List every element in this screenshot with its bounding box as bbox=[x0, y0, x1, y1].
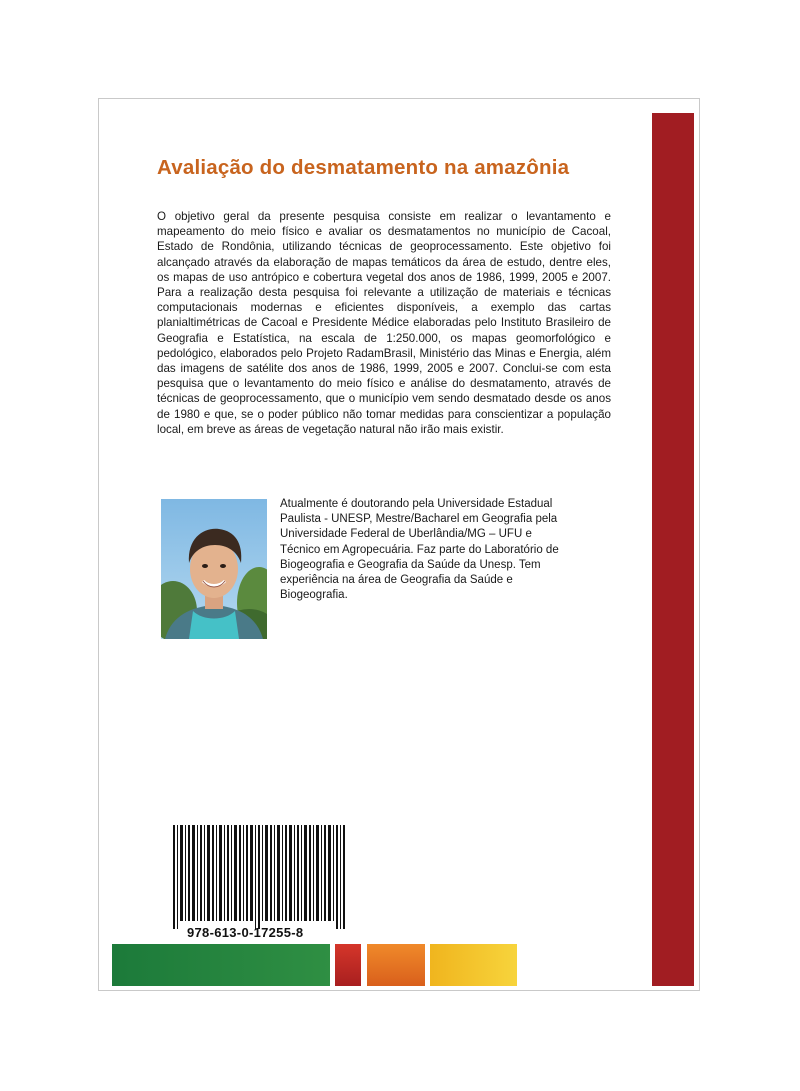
barcode bbox=[171, 825, 347, 935]
book-title: Avaliação do desmatamento na amazônia bbox=[157, 156, 570, 179]
author-bio: Atualmente é doutorando pela Universidade Estadual Paulista - UNESP, Mestre/Bacharel em Geografia pela Universidade Federal de Uberlândia/MG – UFU e Técnico em Agropecuária. Faz parte do Laboratório de Biogeografia e Geografia da Saúde da Unesp. Tem experiência na área de Geografia da Saúde e Biogeografia. bbox=[280, 498, 559, 602]
spine-stripe bbox=[652, 113, 694, 986]
color-band-yellow bbox=[430, 944, 517, 986]
isbn-number: 978-613-0-17255-8 bbox=[187, 925, 304, 940]
color-band-green bbox=[112, 944, 330, 986]
author-photo bbox=[161, 499, 267, 639]
color-band-red bbox=[335, 944, 361, 986]
book-abstract: O objetivo geral da presente pesquisa consiste em realizar o levantamento e mapeamento do meio físico e avaliar os desmatamentos no município de Cacoal, Estado de Rondônia, utilizando técnicas de geoprocessamento. Este objetivo foi alcançado através da elaboração de mapas temáticos da área de estudo, dentre eles, os mapas de uso antrópico e cobertura vegetal dos anos de 1986, 1999, 2005 e 2007. Para a realização desta pesquisa foi relevante a utilização de materiais e técnicas computacionais modernas e eficientes disponíveis, a exemplo das cartas planialtimétricas de Cacoal e Presidente Médice elaboradas pelo Instituto Brasileiro de Geografia e Estatística, na escala de 1:250.000, os mapas geomorfológico e pedológico, elaborados pelo Projeto RadamBrasil, Ministério das Minas e Energia, além das imagens de satélite dos anos de 1986, 1999, 2005 e 2007. Conclui-se com esta pesquisa que o levantamento do meio físico e análise do desmatamento, através de técnicas de geoprocessamento, que o município vem sendo desmatado desde os anos de 1980 e que, se o poder público não tomar medidas para conscientizar a população local, em breve as áreas de vegetação natural não irão mais existir. bbox=[157, 210, 611, 436]
book-back-cover bbox=[98, 98, 700, 991]
color-band-orange bbox=[367, 944, 425, 986]
